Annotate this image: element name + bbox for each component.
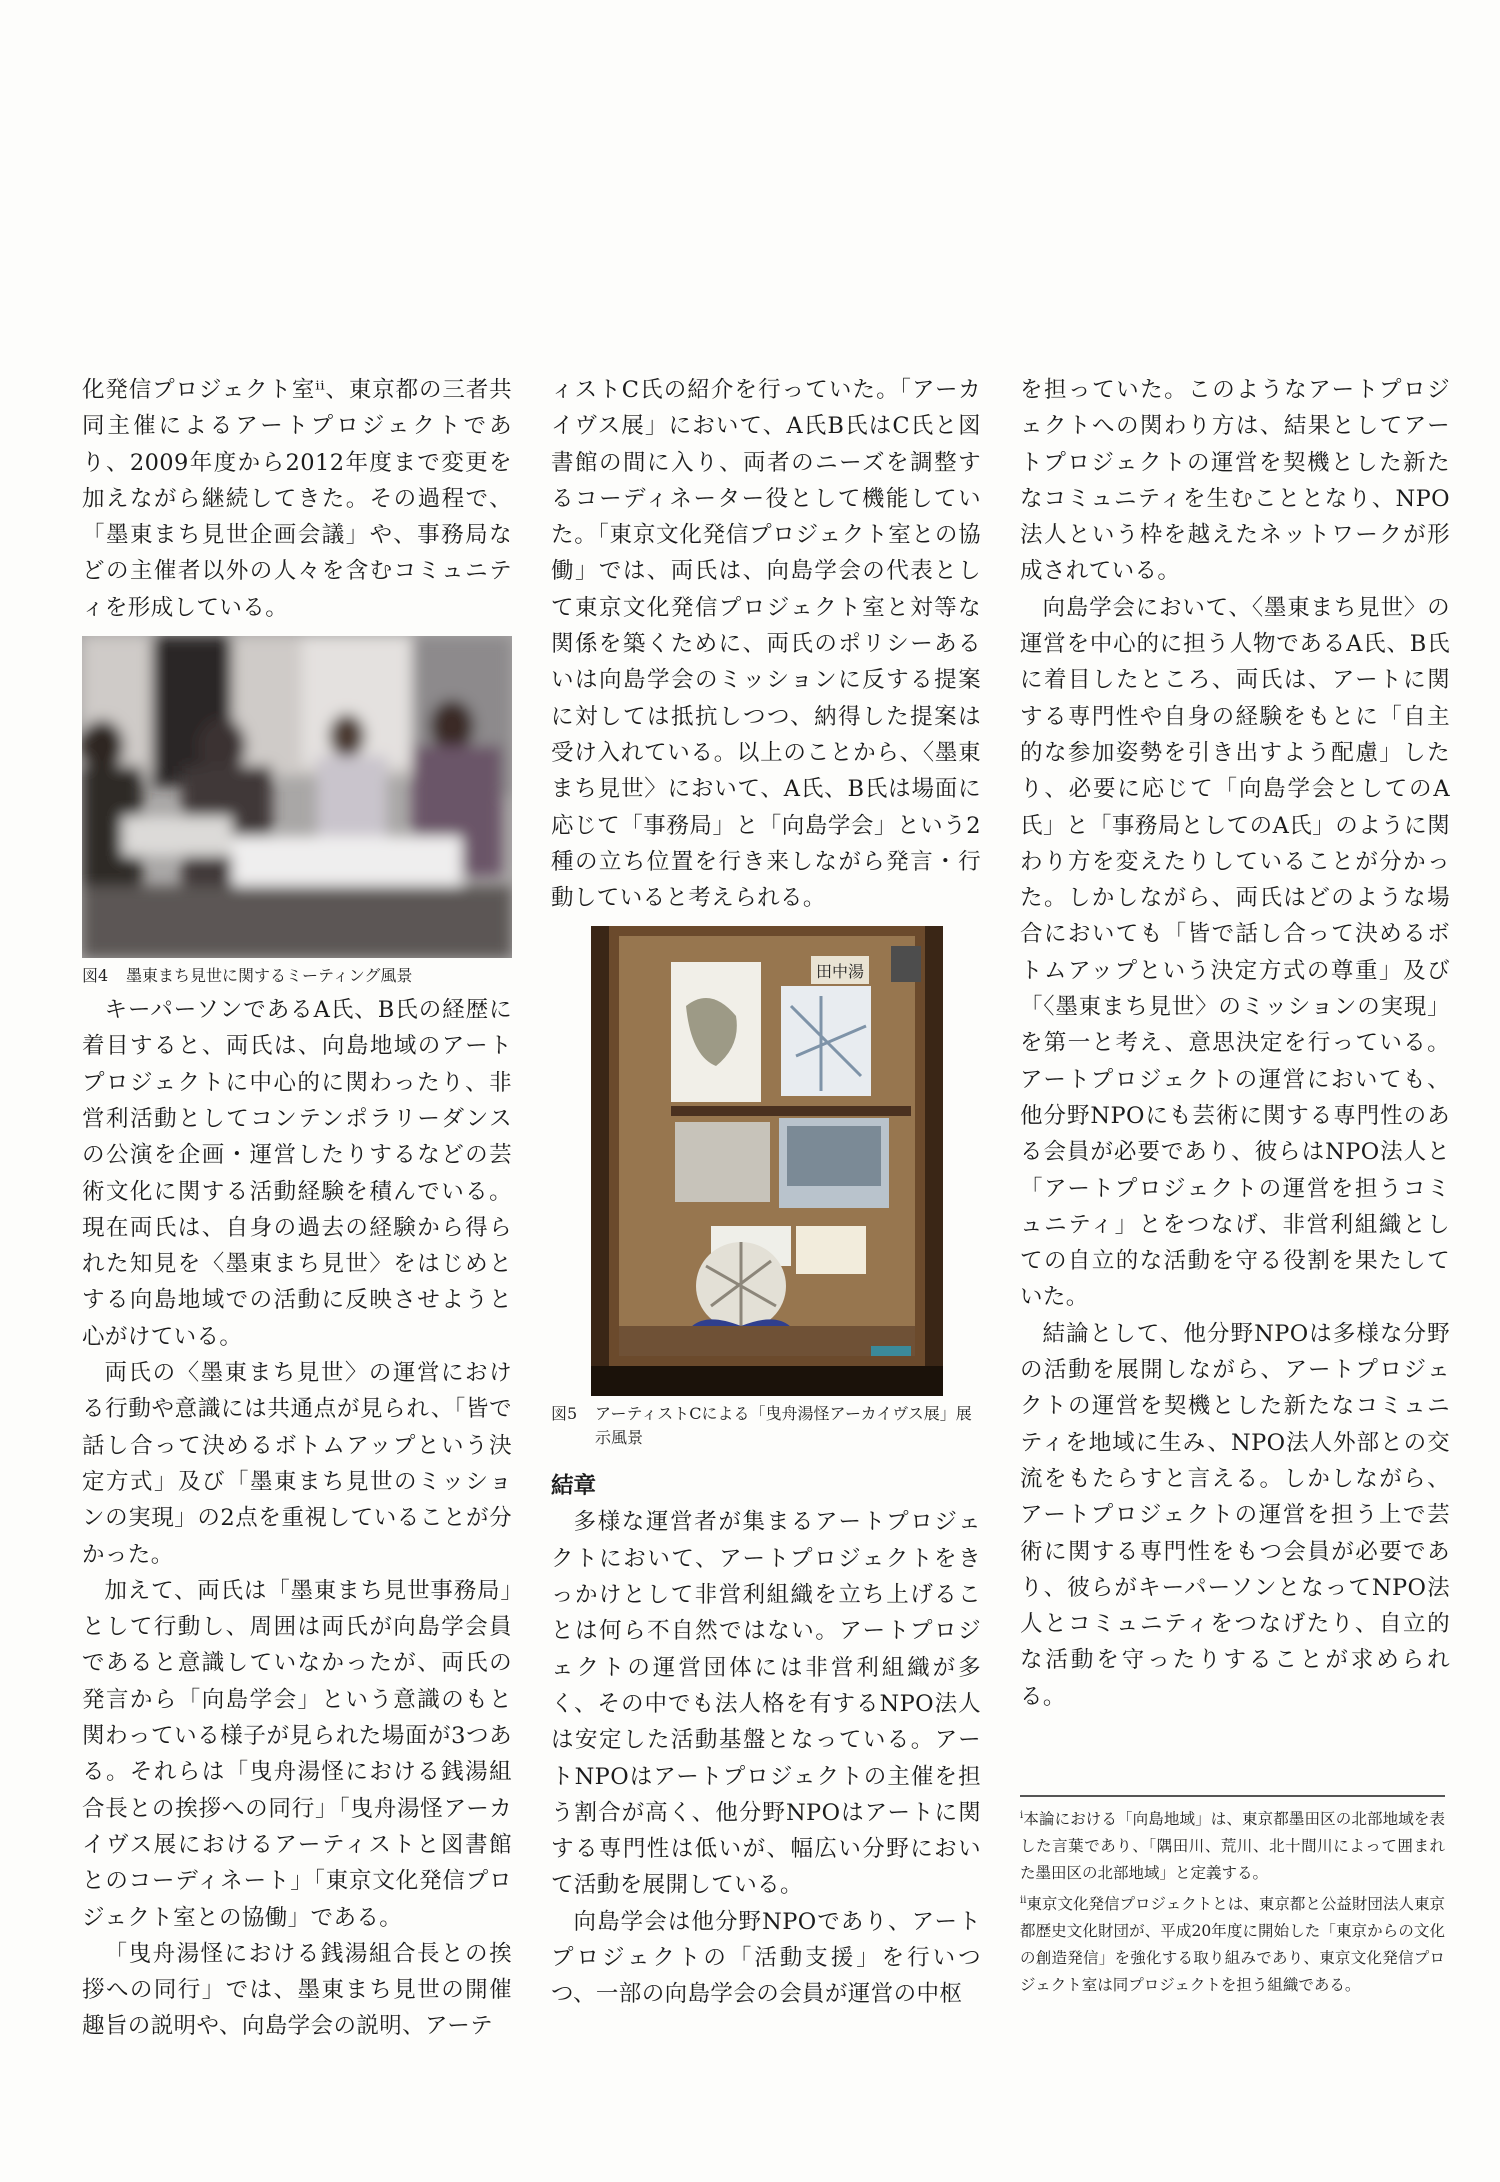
- footnote-text: 東京文化発信プロジェクトとは、東京都と公益財団法人東京都歴史文化財団が、平成20年度に開始した「東京からの文化の創造発信」を強化する取り組みであり、東京文化発信プロジェクト室は同プロジェクトを担う組織である。: [1020, 1895, 1445, 1995]
- column-1: [82, 372, 512, 2045]
- footnote-mark: ii: [1020, 1895, 1027, 1907]
- caption-label: 図5: [551, 1404, 578, 1424]
- footnote-divider: [1020, 1795, 1445, 1797]
- footnotes: [1020, 1802, 1445, 1999]
- footnote: [1020, 1887, 1445, 1999]
- footnote: [1020, 1802, 1445, 1887]
- paragraph: 向島学会において、〈墨東まち見世〉の運営を中心的に担う人物であるA氏、B氏に着目したところ、両氏は、アートに関する専門性や自身の経験をもとに「自主的な参加姿勢を引き出すよう配慮」したり、必要に応じて「向島学会としてのA氏」と「事務局としてのA氏」のように関わり方を変えたりしていることが分かった。しかしながら、両氏はどのような場合においても「皆で話し合って決めるボトムアップという決定方式の尊重」及び「〈墨東まち見世〉のミッションの実現」を第一と考え、意思決定を行っている。アートプロジェクトの運営においても、他分野NPOにも芸術に関する専門性のある会員が必要であり、彼らはNPO法人と「アートプロジェクトの運営を担うコミュニティ」とをつなげ、非営利組織としての自立的な活動を守る役割を果たしていた。: [1020, 594, 1450, 1311]
- paragraph: 両氏の〈墨東まち見世〉の運営における行動や意識には共通点が見られ、「皆で話し合って決めるボトムアップという決定方式」及び「墨東まち見世のミッションの実現」の2点を重視していることが分かった。: [82, 1360, 512, 1568]
- column-2: [551, 372, 981, 2013]
- figure-caption: [551, 1402, 981, 1450]
- paragraph: ィストC氏の紹介を行っていた。「アーカイヴス展」において、A氏B氏はC氏と図書館の間に入り、両者のニーズを調整するコーディネーター役として機能していた。「東京文化発信プロジェクト室との協働」では、両氏は、向島学会の代表として東京文化発信プロジェクト室と対等な関係を築くために、両氏のポリシーあるいは向島学会のミッションに反する提案に対しては抵抗しつつ、納得した提案は受け入れている。以上のことから、〈墨東まち見世〉において、A氏、B氏は場面に応じて「事務局」と「向島学会」という2種の立ち位置を行き来しながら発言・行動していると考えられる。: [551, 377, 981, 912]
- paragraph: 結論として、他分野NPOは多様な分野の活動を展開しながら、アートプロジェクトの運営を契機とした新たなコミュニティを地域に生み、NPO法人外部との交流をもたらすと言える。しかしながら、アートプロジェクトの運営を担う上で芸術に関する専門性をもつ会員が必要であり、彼らがキーパーソンとなってNPO法人とコミュニティをつなげたり、自立的な活動を守ったりすることが求められる。: [1020, 1320, 1450, 1710]
- caption-text: アーティストCによる「曳舟湯怪アーカイヴス展」展示風景: [595, 1404, 972, 1448]
- meeting-photo: [82, 636, 512, 958]
- section-heading: 結章: [551, 1473, 597, 1500]
- paragraph: 「曳舟湯怪における銭湯組合長との挨拶への同行」では、墨東まち見世の開催趣旨の説明や、向島学会の説明、アーテ: [82, 1940, 512, 2040]
- paragraph: を担っていた。このようなアートプロジェクトへの関わり方は、結果としてアートプロジェクトの運営を契機とした新たなコミュニティを生むこととなり、NPO法人という枠を越えたネットワークが形成されている。: [1020, 377, 1450, 585]
- caption-label: 図4: [82, 966, 109, 986]
- caption-text: 墨東まち見世に関するミーティング風景: [126, 966, 413, 986]
- column-3: [1020, 372, 1450, 1715]
- footnote-mark: i: [1020, 1810, 1024, 1821]
- paragraph: キーパーソンであるA氏、B氏の経歴に着目すると、両氏は、向島地域のアートプロジェクトに中心的に関わったり、非営利活動としてコンテンポラリーダンスの公演を企画・運営したりするなどの芸術文化に関する活動経験を積んでいる。現在両氏は、自身の過去の経験から得られた知見を〈墨東まち見世〉をはじめとする向島地域での活動に反映させようと心がけている。: [82, 997, 512, 1350]
- footnote-text: 本論における「向島地域」は、東京都墨田区の北部地域を表した言葉であり、「隅田川、荒川、北十間川によって囲まれた墨田区の北部地域」と定義する。: [1020, 1810, 1445, 1883]
- exhibition-photo: [591, 926, 943, 1396]
- figure-caption: [82, 964, 512, 988]
- paragraph: 加えて、両氏は「墨東まち見世事務局」として行動し、周囲は両氏が向島学会員であると意識していなかったが、両氏の発言から「向島学会」という意識のもと関わっている様子が見られた場面が3つある。それらは「曳舟湯怪における銭湯組合長との挨拶への同行」「曳舟湯怪アーカイヴス展におけるアーティストと図書館とのコーディネート」「東京文化発信プロジェクト室との協働」である。: [82, 1577, 512, 1931]
- paragraph: 向島学会は他分野NPOであり、アートプロジェクトの「活動支援」を行いつつ、一部の向島学会の会員が運営の中枢: [551, 1908, 981, 2008]
- bathhouse-sign: 田中湯: [815, 962, 865, 982]
- paragraph: 多様な運営者が集まるアートプロジェクトにおいて、アートプロジェクトをきっかけとして非営利組織を立ち上げることは何ら不自然ではない。アートプロジェクトの運営団体には非営利組織が多く、その中でも法人格を有するNPO法人は安定した活動基盤となっている。アートNPOはアートプロジェクトの主催を担う割合が高く、他分野NPOはアートに関する専門性は低いが、幅広い分野において活動を展開している。: [551, 1509, 981, 1899]
- paragraph: 化発信プロジェクト室ⁱⁱ、東京都の三者共同主催によるアートプロジェクトであり、2009年度から2012年度まで変更を加えながら継続してきた。その過程で、「墨東まち見世企画会議」や、事務局などの主催者以外の人々を含むコミュニティを形成している。: [82, 377, 512, 621]
